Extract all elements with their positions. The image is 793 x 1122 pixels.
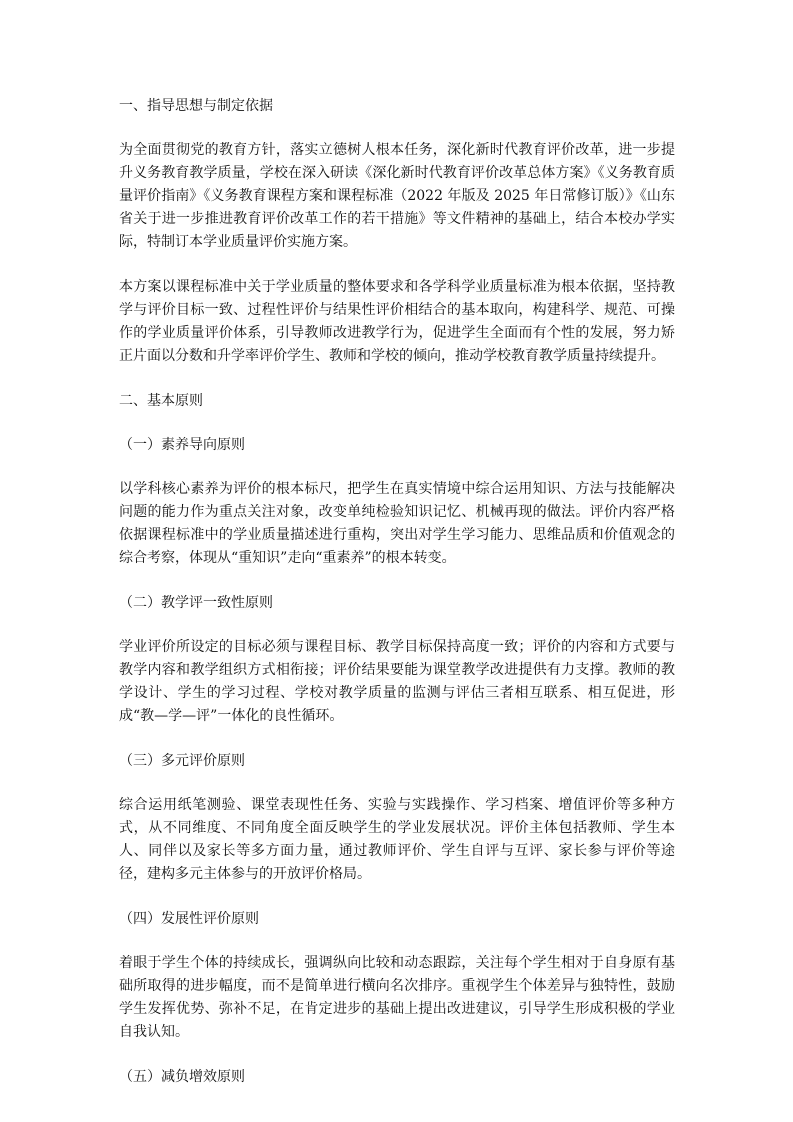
paragraph-basis: 本方案以课程标准中关于学业质量的整体要求和各学科学业质量标准为根本依据，坚持教学与评价目标一致、过程性评价与结果性评价相结合的基本取向，构建科学、规范、可操作的学业质量评价体系，引导教师改进教学行为，促进学生全面而有个性的发展，努力矫正片面以分数和升学率评价学生、教师和学校的倾向，推动学校教育教学质量持续提升。 — [119, 279, 675, 364]
section-heading-basic-principles: 二、基本原则 — [119, 393, 203, 409]
principle-heading-multiple: （三）多元评价原则 — [119, 753, 245, 769]
section-heading-guiding-ideology: 一、指导思想与制定依据 — [119, 98, 273, 114]
document-body — [119, 95, 675, 1110]
paragraph-purpose: 为全面贯彻党的教育方针，落实立德树人根本任务，深化新时代教育评价改革，进一步提升义务教育教学质量，学校在深入研读《深化新时代教育评价改革总体方案》《义务教育质量评价指南》《义务教育课程方案和课程标准（2022 年版及 2025 年日常修订版）》《山东省关于进一步推进教育评价改革工作的若干措施》等文件精神的基础上，结合本校办学实际，特制订本学业质量评价实施方案。 — [119, 142, 675, 250]
principle-text-developmental: 着眼于学生个体的持续成长，强调纵向比较和动态跟踪，关注每个学生相对于自身原有基础所取得的进步幅度，而不是简单进行横向名次排序。重视学生个体差异与独特性，鼓励学生发挥优势、弥补不足，在肯定进步的基础上提出改进建议，引导学生形成积极的学业自我认知。 — [119, 955, 675, 1040]
principle-text-multiple: 综合运用纸笔测验、课堂表现性任务、实验与实践操作、学习档案、增值评价等多种方式，从不同维度、不同角度全面反映学生的学业发展状况。评价主体包括教师、学生本人、同伴以及家长等多方面力量，通过教师评价、学生自评与互评、家长参与评价等途径，建构多元主体参与的开放评价格局。 — [119, 797, 675, 882]
principle-text-consistency: 学业评价所设定的目标必须与课程目标、教学目标保持高度一致；评价的内容和方式要与教学内容和教学组织方式相衔接；评价结果要能为课堂教学改进提供有力支撑。教师的教学设计、学生的学习过程、学校对教学质量的监测与评估三者相互联系、相互促进，形成“教—学—评”一体化的良性循环。 — [119, 639, 675, 724]
principle-heading-literacy: （一）素养导向原则 — [119, 437, 245, 453]
principle-heading-burden-reduction: （五）减负增效原则 — [119, 1069, 245, 1085]
principle-text-literacy: 以学科核心素养为评价的根本标尺，把学生在真实情境中综合运用知识、方法与技能解决问题的能力作为重点关注对象，改变单纯检验知识记忆、机械再现的做法。评价内容严格依据课程标准中的学业质量描述进行重构，突出对学生学习能力、思维品质和价值观念的综合考察，体现从“重知识”走向“重素养”的根本转变。 — [119, 481, 675, 566]
principle-heading-developmental: （四）发展性评价原则 — [119, 911, 259, 927]
principle-heading-consistency: （二）教学评一致性原则 — [119, 595, 273, 611]
